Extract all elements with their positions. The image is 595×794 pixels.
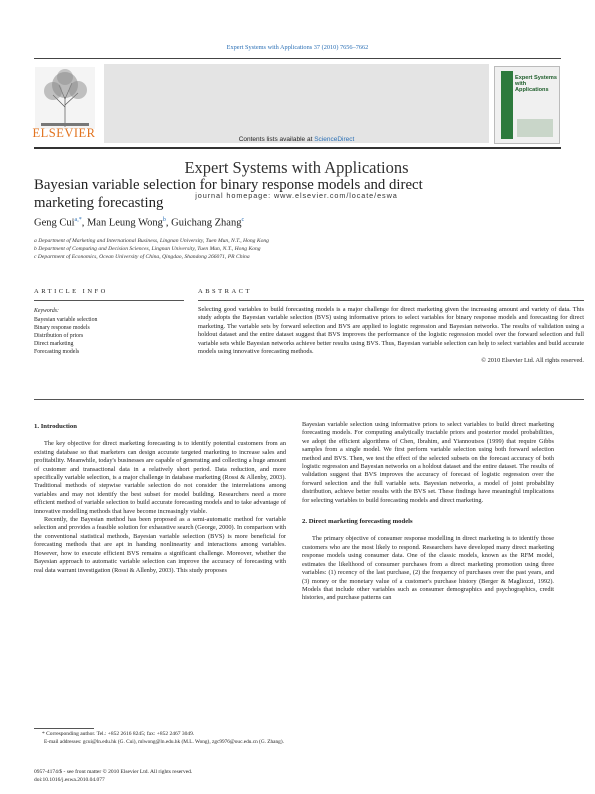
issn-line: 0957-4174/$ - see front matter © 2010 Elsevier Ltd. All rights reserved. bbox=[34, 769, 193, 775]
journal-title: Expert Systems with Applications bbox=[184, 158, 409, 177]
left-column bbox=[34, 423, 286, 575]
affiliation: a Department of Marketing and International Business, Lingnan University, Tuen Mun, N.T., Hong Kong bbox=[34, 238, 269, 244]
journal-cover-thumbnail bbox=[494, 66, 560, 144]
abstract-copyright: © 2010 Elsevier Ltd. All rights reserved. bbox=[481, 356, 584, 364]
keyword-item: Binary response models bbox=[34, 325, 90, 331]
author-name: Geng Cui bbox=[34, 217, 75, 229]
author-name: Man Leung Wong bbox=[86, 217, 163, 229]
keywords-label: Keywords: bbox=[34, 308, 59, 314]
author-separator: , bbox=[165, 217, 172, 229]
info-divider bbox=[34, 300, 184, 301]
sciencedirect-link[interactable]: ScienceDirect bbox=[314, 136, 355, 143]
right-column bbox=[302, 421, 554, 603]
paragraph: The key objective for direct marketing forecasting is to identify potential customers from an existing database so that marketers can design accurate targeted marketing to increase sales and profitability. Meanwhile, today's businesses are capable of generating and collecting a huge amount of customer and transactional data in a relatively short period. Data reduction, and more specifically variable selection, is a major challenge in database marketing (Rossi & Allenby, 2003). Traditional methods of stepwise variable selection do not consider the interrelations among variables and may not identify the best subset for model building. Researchers need a more efficient method of variable selection to build accurate forecasting models and to take advantage of innovative modelling methods that have become increasingly viable. bbox=[34, 440, 286, 515]
article-info-heading: ARTICLE INFO bbox=[34, 288, 108, 295]
contents-prefix: Contents lists available at bbox=[238, 136, 315, 143]
footnote-divider bbox=[34, 728, 94, 729]
keyword-item: Direct marketing bbox=[34, 341, 74, 347]
author-name: Guichang Zhang bbox=[171, 217, 242, 229]
abstract-bottom-divider bbox=[34, 399, 584, 400]
section-heading: 2. Direct marketing forecasting models bbox=[302, 518, 413, 526]
paragraph: The primary objective of consumer response modelling in direct marketing is to identify those customers who are the most likely to respond. Researchers have developed many direct marketing response models using consumer data. One of the classic models, known as the RFM model, estimates the likelihood of consumer purchases from a direct marketing promotion using three variables: (1) recency of the last purchase, (2) the frequency of purchases over the past years, and (3) money or the monetary value of a customer's purchase history (Berger & Magliozzi, 1992). Models that include other variables such as consumer demographics and psychographics, credit histories, and purchase patterns can bbox=[302, 535, 554, 602]
abstract-text: Selecting good variables to build forecasting models is a major challenge for direct marketing given the increasing amount and variety of data. This study adopts the Bayesian variable selection (BVS) using informative priors to select variables for binary response models and forecasting for direct marketing. The variable sets by forward selection and BVS are applied to logistic regression and Bayesian networks. The results of validation using a holdout dataset and the entire dataset suggest that BVS improves the performance of the logistic regression model over the forward selection and full variable sets while Bayesian networks achieve better results using BVS. Thus, Bayesian variable selection can help to select variables and build accurate models using innovative forecasting methods. bbox=[198, 306, 584, 356]
elsevier-wordmark: ELSEVIER bbox=[32, 126, 96, 140]
article-title: Bayesian variable selection for binary response models and direct marketing forecasting bbox=[34, 177, 423, 211]
cover-stripe bbox=[501, 71, 513, 139]
top-divider bbox=[34, 58, 561, 59]
abstract-heading: ABSTRACT bbox=[198, 288, 252, 295]
contents-line bbox=[104, 136, 489, 143]
author-marker[interactable]: a,* bbox=[74, 217, 82, 223]
keyword-item: Bayesian variable selection bbox=[34, 317, 98, 323]
affiliation: c Department of Economics, Ocean University of China, Qingdao, Shandong 266071, PR China bbox=[34, 254, 250, 260]
paragraph: Recently, the Bayesian method has been proposed as a semi-automatic method for variable selection and provides a feasible solution for exhaustive search (George, 2000). In comparison with the conventional statistical methods, Bayesian variable selection (BVS) is more beneficial for forecasting methods that are apt in handing nonlinearity and interactions among variables. However, how to execute efficient BVS remains a significant challenge. Moreover, whether the Bayesian approach to automatic variable selection can improve the accuracy of forecasting with real data warrant investigation (Rossi & Allenby, 2003). This study proposes bbox=[34, 516, 286, 574]
abstract-body bbox=[198, 306, 584, 365]
doi-link[interactable]: doi:10.1016/j.eswa.2010.04.077 bbox=[34, 777, 105, 783]
corresponding-author-note: * Corresponding author. Tel.: +852 2616 8245; fax: +852 2467 3049. bbox=[42, 731, 195, 737]
cover-title: Expert Systems with Applications bbox=[515, 75, 557, 93]
elsevier-tree-logo bbox=[35, 67, 95, 129]
cover-graphic bbox=[517, 119, 553, 137]
abstract-divider bbox=[198, 300, 584, 301]
author-separator: , bbox=[81, 217, 87, 229]
section-heading: 1. Introduction bbox=[34, 423, 77, 430]
paragraph: Bayesian variable selection using informative priors to select variables to build direct marketing forecasting models. For computing analytically tractable priors and posterior model probabilities, we adopt the efficient algorithms of Chen, Ibrahim, and Yiannoutsos (1999) that require Gibbs samples from a single model. We first perform variable selection using both forward selection method and BVS. Then, we test the effect of the selected subsets on the forecast accuracy of both logistic regression and Bayesian networks on a holdout dataset and the entire dataset. The results of validation suggest that BVS improves the accuracy of forecast of logistic regression over the forward selection and the full variable sets. Bayesian networks, a model of joint probability distribution, achieve better results with the BVS set. These findings have meaningful implications for selecting variables to build forecasting models and direct marketing. bbox=[302, 421, 554, 504]
keyword-item: Distribution of priors bbox=[34, 333, 84, 339]
email-addresses: E-mail addresses: gcui@ln.edu.hk (G. Cui), mlwong@ln.edu.hk (M.L. Wong), zgc9976@ouc.edu.cn (G. Zhang). bbox=[44, 739, 284, 745]
author-list bbox=[34, 217, 244, 229]
author-marker[interactable]: b bbox=[162, 217, 166, 223]
keyword-item: Forecasting models bbox=[34, 349, 80, 355]
journal-reference[interactable]: Expert Systems with Applications 37 (2010) 7656–7662 bbox=[226, 44, 369, 51]
journal-homepage[interactable]: journal homepage: www.elsevier.com/locate/eswa bbox=[195, 191, 398, 200]
header-thick-divider bbox=[34, 147, 561, 149]
author-marker[interactable]: c bbox=[241, 217, 245, 223]
affiliation: b Department of Computing and Decision Sciences, Lingnan University, Tuen Mun, N.T., Hong Kong bbox=[34, 246, 261, 252]
